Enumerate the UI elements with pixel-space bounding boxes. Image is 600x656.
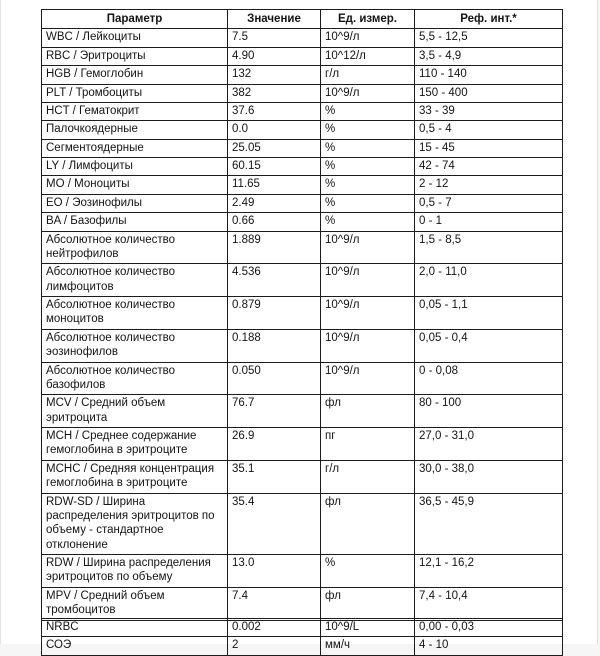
cell-ref: 3,5 - 4,9 (415, 47, 563, 65)
cell-value: 7.4 (228, 587, 321, 620)
cell-value: 0.050 (228, 362, 321, 395)
cell-ref: 0,00 - 0,03 (415, 619, 563, 637)
cell-value: 0.879 (228, 297, 321, 330)
table-row (42, 460, 563, 493)
cell-value: 7.5 (228, 29, 321, 47)
cell-value: 35.1 (228, 460, 321, 493)
cell-param: RBC / Эритроциты (42, 47, 228, 65)
cell-param: HGB / Гемоглобин (42, 66, 228, 84)
cell-ref: 80 - 100 (415, 395, 563, 428)
cell-unit: 10^9/л (321, 231, 415, 264)
cell-param: Абсолютное количество эозинофилов (42, 329, 228, 362)
cell-ref: 36,5 - 45,9 (415, 493, 563, 555)
cell-param: MPV / Средний объем тромбоцитов (42, 587, 228, 620)
cell-unit: % (321, 121, 415, 139)
cell-unit: % (321, 139, 415, 157)
cell-ref: 12,1 - 16,2 (415, 555, 563, 588)
cell-param: LY / Лимфоциты (42, 158, 228, 176)
cell-ref: 0 - 0,08 (415, 362, 563, 395)
cell-unit: 10^9/л (321, 329, 415, 362)
cell-param: MO / Моноциты (42, 176, 228, 194)
cell-param: MCH / Среднее содержание гемоглобина в эритроците (42, 428, 228, 461)
cell-ref: 42 - 74 (415, 158, 563, 176)
cell-ref: 15 - 45 (415, 139, 563, 157)
results-table-body (42, 29, 563, 620)
header-reference: Реф. инт.* (415, 10, 563, 29)
header-parameter: Параметр (42, 10, 228, 29)
cell-param: PLT / Тромбоциты (42, 84, 228, 102)
cell-value: 0.66 (228, 213, 321, 231)
cell-value: 13.0 (228, 555, 321, 588)
cell-ref: 1,5 - 8,5 (415, 231, 563, 264)
cell-value: 76.7 (228, 395, 321, 428)
cell-ref: 0,05 - 1,1 (415, 297, 563, 330)
table-row (42, 158, 563, 176)
cell-unit: мм/ч (321, 637, 415, 655)
cell-ref: 2,0 - 11,0 (415, 264, 563, 297)
cell-ref: 33 - 39 (415, 102, 563, 120)
cell-ref: 5,5 - 12,5 (415, 29, 563, 47)
cell-ref: 150 - 400 (415, 84, 563, 102)
cell-ref: 4 - 10 (415, 637, 563, 655)
cell-param: WBC / Лейкоциты (42, 29, 228, 47)
cell-value: 2.49 (228, 194, 321, 212)
cell-unit: % (321, 176, 415, 194)
cell-value: 25.05 (228, 139, 321, 157)
table-row (42, 555, 563, 588)
cell-ref: 0,05 - 0,4 (415, 329, 563, 362)
cell-unit: 10^9/л (321, 297, 415, 330)
table-row (42, 587, 563, 620)
cell-unit: 10^9/л (321, 362, 415, 395)
table-row (42, 428, 563, 461)
cell-value: 0.188 (228, 329, 321, 362)
table-row (42, 66, 563, 84)
cell-unit: 10^9/L (321, 619, 415, 637)
cell-value: 0.002 (228, 619, 321, 637)
table-row (42, 619, 563, 637)
cell-unit: % (321, 213, 415, 231)
table-row (42, 231, 563, 264)
table-row (42, 297, 563, 330)
cell-param: MCHC / Средняя концентрация гемоглобина в эритроците (42, 460, 228, 493)
cell-value: 37.6 (228, 102, 321, 120)
cell-param: BA / Базофилы (42, 213, 228, 231)
table-row (42, 637, 563, 655)
table-row (42, 139, 563, 157)
table-row (42, 213, 563, 231)
cbc-results-table (41, 9, 563, 621)
cell-param: NRBC (42, 619, 228, 637)
cell-unit: % (321, 194, 415, 212)
cell-param: HCT / Гематокрит (42, 102, 228, 120)
header-value: Значение (228, 10, 321, 29)
table-row (42, 493, 563, 555)
cell-unit: пг (321, 428, 415, 461)
cell-param: Абсолютное количество нейтрофилов (42, 231, 228, 264)
table-row (42, 121, 563, 139)
header-row (42, 10, 563, 29)
cell-value: 1.889 (228, 231, 321, 264)
table-row (42, 395, 563, 428)
cell-ref: 0,5 - 7 (415, 194, 563, 212)
cell-param: RDW-SD / Ширина распределения эритроцитов по объему - стандартное отклонение (42, 493, 228, 555)
cell-value: 0.0 (228, 121, 321, 139)
cell-unit: фл (321, 587, 415, 620)
cell-value: 11.65 (228, 176, 321, 194)
table-row (42, 102, 563, 120)
extra-results-table-body (42, 619, 563, 656)
table-row (42, 329, 563, 362)
cell-unit: 10^9/л (321, 264, 415, 297)
cell-param: Палочкоядерные (42, 121, 228, 139)
cell-ref: 7,4 - 10,4 (415, 587, 563, 620)
cell-param: Сегментоядерные (42, 139, 228, 157)
table-row (42, 264, 563, 297)
cell-value: 35.4 (228, 493, 321, 555)
cell-param: Абсолютное количество моноцитов (42, 297, 228, 330)
cell-param: СОЭ (42, 637, 228, 655)
cell-unit: фл (321, 493, 415, 555)
table-row (42, 84, 563, 102)
cell-unit: % (321, 158, 415, 176)
cell-param: Абсолютное количество базофилов (42, 362, 228, 395)
table-row (42, 47, 563, 65)
cell-value: 132 (228, 66, 321, 84)
cell-param: EO / Эозинофилы (42, 194, 228, 212)
cell-ref: 0 - 1 (415, 213, 563, 231)
cell-param: MCV / Средний объем эритроцита (42, 395, 228, 428)
cell-ref: 30,0 - 38,0 (415, 460, 563, 493)
table-row (42, 362, 563, 395)
extra-results-table (41, 618, 563, 656)
cell-param: RDW / Ширина распределения эритроцитов по объему (42, 555, 228, 588)
header-unit: Ед. измер. (321, 10, 415, 29)
cell-ref: 110 - 140 (415, 66, 563, 84)
table-row (42, 194, 563, 212)
cell-value: 382 (228, 84, 321, 102)
cell-unit: % (321, 102, 415, 120)
cell-unit: % (321, 555, 415, 588)
cell-unit: 10^9/л (321, 29, 415, 47)
cell-ref: 2 - 12 (415, 176, 563, 194)
cell-value: 60.15 (228, 158, 321, 176)
cell-value: 2 (228, 637, 321, 655)
cell-unit: г/л (321, 66, 415, 84)
cell-param: Абсолютное количество лимфоцитов (42, 264, 228, 297)
cell-unit: г/л (321, 460, 415, 493)
cell-unit: 10^12/л (321, 47, 415, 65)
cell-value: 4.536 (228, 264, 321, 297)
cell-unit: фл (321, 395, 415, 428)
cell-ref: 0,5 - 4 (415, 121, 563, 139)
table-row (42, 176, 563, 194)
cell-ref: 27,0 - 31,0 (415, 428, 563, 461)
table-row (42, 29, 563, 47)
cell-value: 26.9 (228, 428, 321, 461)
cell-value: 4.90 (228, 47, 321, 65)
cell-unit: 10^9/л (321, 84, 415, 102)
